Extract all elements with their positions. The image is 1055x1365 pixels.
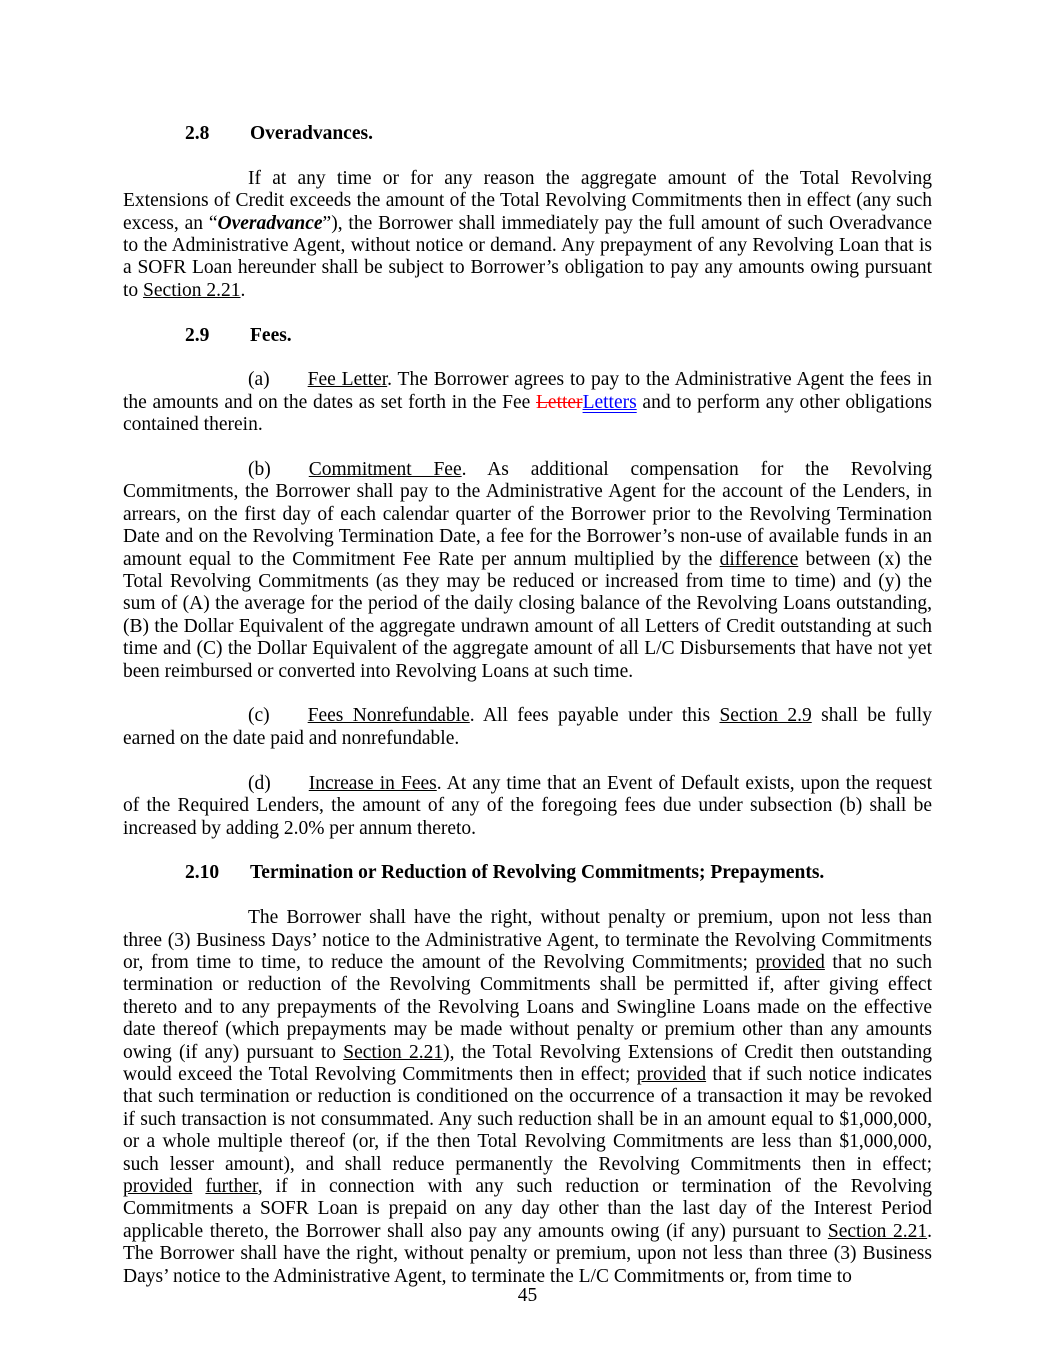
section-title — [250, 325, 292, 346]
section-number: 2.10 — [185, 862, 220, 884]
text-run: The Borrower shall have the right, without penalty or premium, upon not less than three (3) Business Days’ notice to the Administrative Agent, to terminate the Revolving Commitments or, from time to time, to reduce the amount of the Revolving Commitments; — [123, 907, 932, 973]
text-run — [192, 1176, 205, 1197]
text-run: Letter — [536, 391, 583, 413]
text-run: Fee Letter — [307, 369, 388, 391]
text-run: that no such termination or reduction of the Revolving Commitments shall be permitted if, after giving effect thereto and to any prepayments of the Revolving Loans and Swingline Loans made on the effective date thereof (which prepayments may be made without penalty or premium other than any amounts owing (if any) pursuant to — [123, 951, 932, 1063]
paragraph-label: (d) — [248, 772, 271, 794]
text-run: that if such notice indicates that such termination or reduction is conditioned on the occurrence of a transaction it may be revoked if such transaction is not consummated. Any such reduction shall be in an amount equal to $1,000,000, or a whole multiple thereof (or, if the then Total Revolving Commitments are less than $1,000,000, such lesser amount), and shall reduce permanently the Revolving Commitments then in effect; — [123, 1063, 932, 1175]
text-run: Section 2.9 — [719, 705, 812, 727]
text-run: Increase in Fees — [308, 772, 437, 794]
text-run: provided — [636, 1063, 707, 1085]
text-run: Overadvances. — [250, 123, 373, 144]
text-run: . At any time that an Event of Default exists, upon the request of the Required Lenders, the amount of any of the foregoing fees due under subsection (b) shall be increased by adding 2.0% per annum thereto. — [123, 772, 933, 839]
text-run: difference — [719, 548, 799, 570]
paragraph — [123, 369, 932, 436]
paragraph — [123, 907, 932, 1288]
text-run: Overadvance — [217, 212, 323, 234]
text-run: Letters — [582, 391, 637, 413]
text-run: and to perform any other obligations contained therein. — [123, 391, 933, 436]
section-heading — [123, 325, 932, 347]
section-number: 2.8 — [185, 123, 210, 144]
paragraph — [123, 168, 932, 302]
text-run: provided — [123, 1175, 193, 1197]
text-run: . The Borrower shall have the right, without penalty or premium, upon not less than three (3) Business Days’ notice to the Administrative Agent, to terminate the L/C Commitments or, from time to — [123, 1220, 932, 1287]
text-run: Fees Nonrefundable — [307, 705, 470, 727]
text-run: . The Borrower agrees to pay to the Administrative Agent the fees in the amounts and on the dates as set forth in the Fee — [123, 369, 932, 413]
paragraph — [123, 773, 932, 840]
text-run: Section 2.21 — [343, 1041, 444, 1063]
text-run: . All fees payable under this — [469, 705, 720, 727]
document-content — [123, 123, 932, 1310]
text-run: Section 2.21 — [143, 279, 241, 301]
paragraph — [123, 459, 932, 683]
text-run: provided — [755, 951, 825, 973]
text-run: . As additional compensation for the Revolving Commitments, the Borrower shall pay to the Administrative Agent for the account of the Lenders, in arrears, on the first day of each calendar quarter of the Borrower prior to the Revolving Termination Date and on the Revolving Termination Date, a fee for the Borrower’s non-use of available funds in an amount equal to the Commitment Fee Rate per annum multiplied by the — [123, 459, 932, 570]
section-heading — [123, 123, 932, 145]
text-run: Fees. — [250, 324, 292, 346]
text-run: Section 2.21 — [827, 1220, 928, 1242]
section-title — [250, 862, 824, 883]
page-number: 45 — [517, 1284, 538, 1306]
text-run: further — [205, 1175, 258, 1197]
text-run: between (x) the Total Revolving Commitments (as they may be reduced or increased from time to time) and (y) the sum of (A) the average for the period of the daily closing balance of the Revolving Loans outstanding, (B) the Dollar Equivalent of the aggregate undrawn amount of all Letters of Credit outstanding at such time and (C) the Dollar Equivalent of the aggregate amount of all L/C Disbursements that have not yet been reimbursed or converted into Revolving Loans at such time. — [123, 548, 932, 682]
text-run: If at any time or for any reason the aggregate amount of the Total Revolving Extensions of Credit exceeds the amount of the Total Revolving Commitments then in effect (any such excess, an “ — [123, 167, 932, 234]
text-run: Commitment Fee — [308, 459, 462, 481]
paragraph — [123, 705, 932, 750]
text-run: Termination or Reduction of Revolving Commitments; Prepayments. — [250, 862, 825, 884]
paragraph-label: (a) — [248, 369, 270, 391]
text-run: shall be fully earned on the date paid and nonrefundable. — [123, 705, 932, 749]
text-run: , if in connection with any such reduction or termination of the Revolving Commitments a SOFR Loan is prepaid on any day other than the last day of the Interest Period applicable thereto, the Borrower shall also pay any amounts owing (if any) pursuant to — [123, 1175, 932, 1242]
paragraph-label: (c) — [248, 705, 270, 727]
text-run: ), the Total Revolving Extensions of Credit then outstanding would exceed the Total Revolving Commitments then in effect; — [123, 1041, 932, 1085]
paragraph-label: (b) — [248, 459, 271, 481]
section-number: 2.9 — [185, 324, 210, 346]
section-title — [250, 123, 373, 144]
text-run: . — [240, 279, 246, 301]
section-heading — [123, 862, 932, 884]
text-run: ”), the Borrower shall immediately pay the full amount of such Overadvance to the Administrative Agent, without notice or demand. Any prepayment of any Revolving Loan that is a SOFR Loan hereunder shall be subject to Borrower’s obligation to pay any amounts owing pursuant to — [123, 212, 932, 301]
